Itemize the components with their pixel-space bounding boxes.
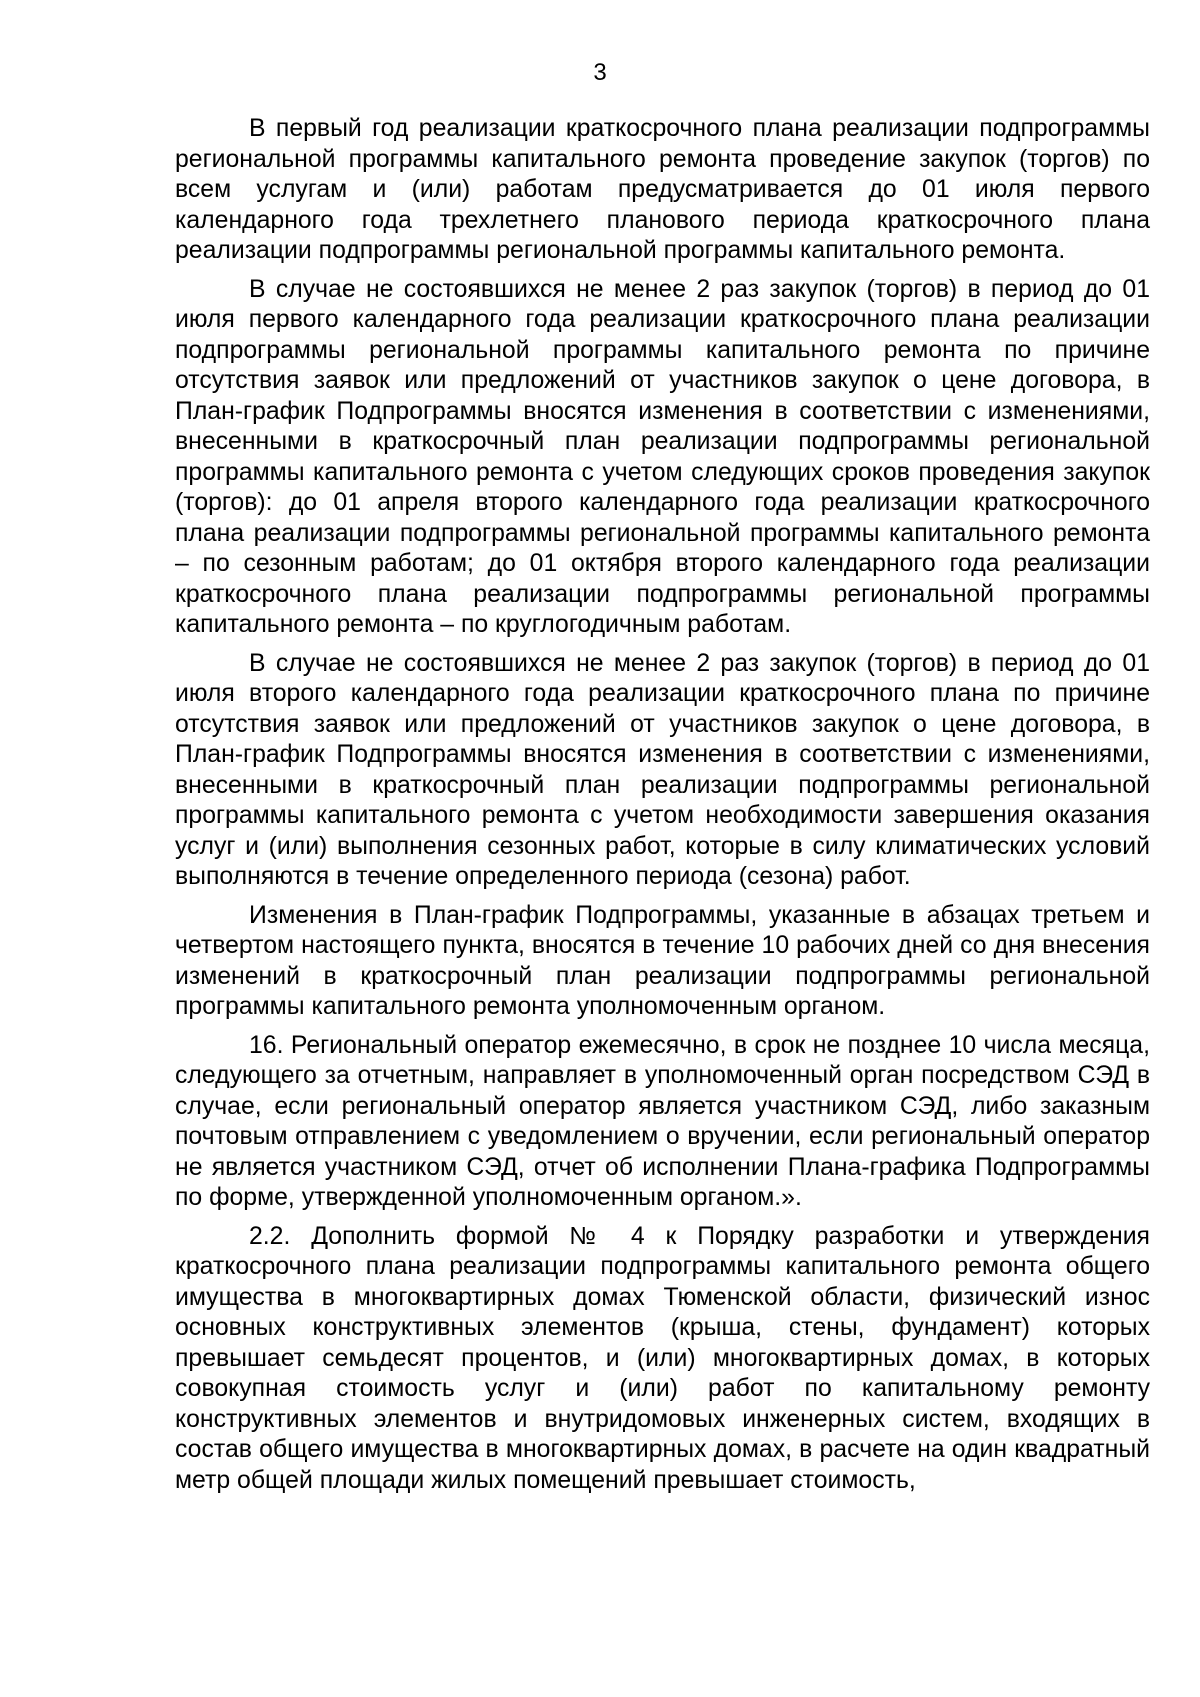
paragraph-schedule-changes: Изменения в План-график Подпрограммы, указанные в абзацах третьем и четвертом настоящего пункта, вносятся в течение 10 рабочих дней со дня внесения изменений в краткосрочный план реализации подпрограммы региональной программы капитального ремонта уполномоченным органом. bbox=[175, 901, 1150, 1020]
document-body bbox=[175, 114, 1150, 1504]
paragraph-failed-procurement-first-year: В случае не состоявшихся не менее 2 раз закупок (торгов) в период до 01 июля первого календарного года реализации краткосрочного плана реализации подпрограммы региональной программы капитального ремонта по причине отсутствия заявок или предложений от участников закупок о цене договора, в План-график Подпрограммы вносятся изменения в соответствии с изменениями, внесенными в краткосрочный план реализации подпрограммы региональной программы капитального ремонта с учетом следующих сроков проведения закупок (торгов): до 01 апреля второго календарного года реализации краткосрочного плана реализации подпрограммы региональной программы капитального ремонта – по сезонным работам; до 01 октября второго календарного года реализации краткосрочного плана реализации подпрограммы региональной программы капитального ремонта – по круглогодичным работам. bbox=[175, 275, 1150, 638]
paragraph-item-2-2: 2.2. Дополнить формой № 4 к Порядку разработки и утверждения краткосрочного плана реализации подпрограммы капитального ремонта общего имущества в многоквартирных домах Тюменской области, физический износ основных конструктивных элементов (крыша, стены, фундамент) которых превышает семьдесят процентов, и (или) многоквартирных домах, в которых совокупная стоимость услуг и (или) работ по капитальному ремонту конструктивных элементов и внутридомовых инженерных систем, входящих в состав общего имущества в многоквартирных домах, в расчете на один квадратный метр общей площади жилых помещений превышает стоимость, bbox=[175, 1222, 1150, 1494]
paragraph-item-16: 16. Региональный оператор ежемесячно, в срок не позднее 10 числа месяца, следующего за отчетным, направляет в уполномоченный орган посредством СЭД в случае, если региональный оператор является участником СЭД, либо заказным почтовым отправлением с уведомлением о вручении, если региональный оператор не является участником СЭД, отчет об исполнении Плана-графика Подпрограммы по форме, утвержденной уполномоченным органом.». bbox=[175, 1031, 1150, 1211]
paragraph-first-year-procurement: В первый год реализации краткосрочного плана реализации подпрограммы региональной программы капитального ремонта проведение закупок (торгов) по всем услугам и (или) работам предусматривается до 01 июля первого календарного года трехлетнего планового периода краткосрочного плана реализации подпрограммы региональной программы капитального ремонта. bbox=[175, 115, 1150, 264]
page-number: 3 bbox=[593, 59, 607, 86]
paragraph-failed-procurement-second-year: В случае не состоявшихся не менее 2 раз закупок (торгов) в период до 01 июля второго календарного года реализации краткосрочного плана по причине отсутствия заявок или предложений от участников закупок о цене договора, в План-график Подпрограммы вносятся изменения в соответствии с изменениями, внесенными в краткосрочный план реализации подпрограммы региональной программы капитального ремонта с учетом необходимости завершения оказания услуг и (или) выполнения сезонных работ, которые в силу климатических условий выполняются в течение определенного периода (сезона) работ. bbox=[175, 649, 1150, 890]
